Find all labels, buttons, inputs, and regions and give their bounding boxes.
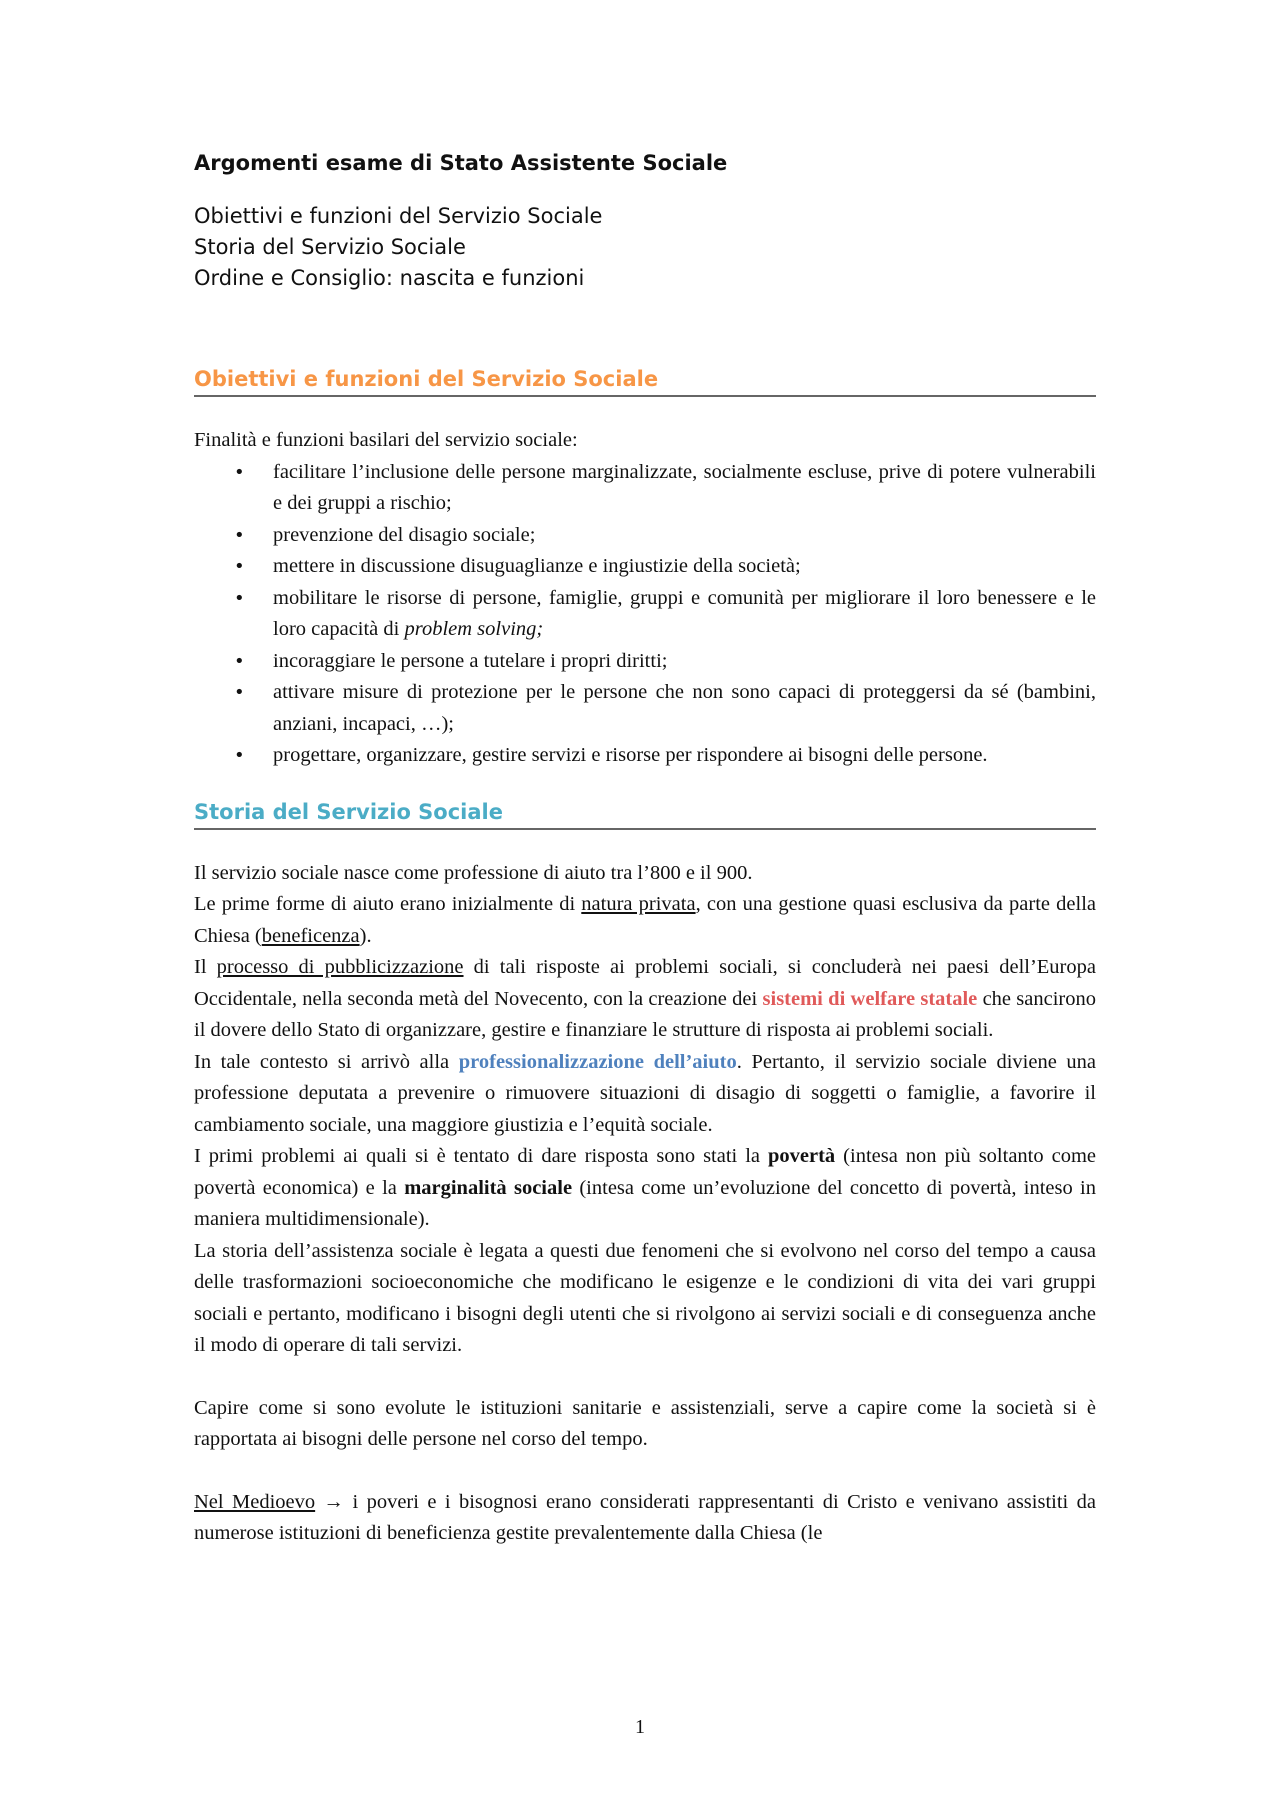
section-storia-body (194, 858, 1096, 1550)
underlined-term: processo di pubblicizzazione (216, 956, 464, 979)
bold-term: povertà (768, 1145, 836, 1168)
paragraph: Nel Medioevo → i poveri e i bisognosi erano considerati rappresentanti di Cristo e venivano assistiti da numerose istituzioni di beneficienza gestite prevalentemente dalla Chiesa (le (194, 1490, 1096, 1545)
section-heading-storia: Storia del Servizio Sociale (194, 800, 1096, 830)
paragraph: In tale contesto si arrivò alla professionalizzazione dell’aiuto. Pertanto, il servizio sociale diviene una professione deputata a prevenire o rimuovere situazioni di disagio di soggetti o famiglie, a favorire il cambiamento sociale, una maggiore giustizia e l’equità sociale. (194, 1050, 1096, 1136)
paragraph: Le prime forme di aiuto erano inizialmente di natura privata, con una gestione quasi esclusiva da parte della Chiesa (beneficenza). (194, 893, 1096, 947)
section-heading-obiettivi: Obiettivi e funzioni del Servizio Sociale (194, 367, 1096, 397)
bullet-list (194, 457, 1096, 772)
document-page (194, 150, 1096, 1550)
list-item: • facilitare l’inclusione delle persone marginalizzate, socialmente escluse, prive di potere vulnerabili e dei gruppi a rischio; (194, 457, 1096, 520)
list-item: • incoraggiare le persone a tutelare i propri diritti; (194, 646, 1096, 678)
list-item: • prevenzione del disagio sociale; (194, 520, 1096, 552)
page-number: 1 (635, 1716, 645, 1738)
table-of-contents (194, 201, 1096, 294)
underlined-term: natura privata (581, 893, 696, 916)
paragraph: La storia dell’assistenza sociale è legata a questi due fenomeni che si evolvono nel corso del tempo a causa delle trasformazioni socioeconomiche che modificano le esigenze e le condizioni di vita dei vari gruppi sociali e pertanto, modificano i bisogni degli utenti che si rivolgono ai servizi sociali e di conseguenza anche il modo di operare di tali servizi. (194, 1239, 1096, 1357)
list-item: • mobilitare le risorse di persone, famiglie, gruppi e comunità per migliorare il loro benessere e le loro capacità di problem solving; (194, 583, 1096, 646)
underlined-term: beneficenza (261, 924, 360, 947)
paragraph: Il processo di pubblicizzazione di tali risposte ai problemi sociali, si concluderà nei paesi dell’Europa Occidentale, nella seconda metà del Novecento, con la creazione dei sistemi di welfare statale che sancirono il dovere dello Stato di organizzare, gestire e finanziare le strutture di risposta ai problemi sociali. (194, 956, 1097, 1042)
list-item: • attivare misure di protezione per le persone che non sono capaci di proteggersi da sé (bambini, anziani, incapaci, …); (194, 677, 1096, 740)
section-intro: Finalità e funzioni basilari del servizio sociale: (194, 429, 578, 452)
bold-term: marginalità sociale (404, 1176, 573, 1199)
highlight-red-term: sistemi di welfare statale (762, 987, 978, 1010)
highlight-blue-term: professionalizzazione dell’aiuto (458, 1050, 737, 1073)
toc-item: Obiettivi e funzioni del Servizio Sociale (194, 204, 603, 229)
document-title: Argomenti esame di Stato Assistente Sociale (194, 151, 728, 175)
paragraph: I primi problemi ai quali si è tentato di dare risposta sono stati la povertà (intesa non più soltanto come povertà economica) e la marginalità sociale (intesa come un’evoluzione del concetto di povertà, inteso in maniera multidimensionale). (194, 1145, 1096, 1231)
arrow-icon: → (315, 1490, 353, 1513)
italic-term: problem solving; (404, 618, 544, 641)
toc-item: Ordine e Consiglio: nascita e funzioni (194, 266, 585, 291)
section-obiettivi-body (194, 425, 1096, 772)
toc-item: Storia del Servizio Sociale (194, 235, 466, 260)
paragraph: Capire come si sono evolute le istituzioni sanitarie e assistenziali, serve a capire come la società si è rapportata ai bisogni delle persone nel corso del tempo. (194, 1396, 1096, 1451)
list-item: • progettare, organizzare, gestire servizi e risorse per rispondere ai bisogni delle persone. (194, 740, 1096, 772)
paragraph: Il servizio sociale nasce come professione di aiuto tra l’800 e il 900. (194, 861, 753, 884)
list-item: • mettere in discussione disuguaglianze e ingiustizie della società; (194, 551, 1096, 583)
underlined-term: Nel Medioevo (194, 1490, 316, 1513)
